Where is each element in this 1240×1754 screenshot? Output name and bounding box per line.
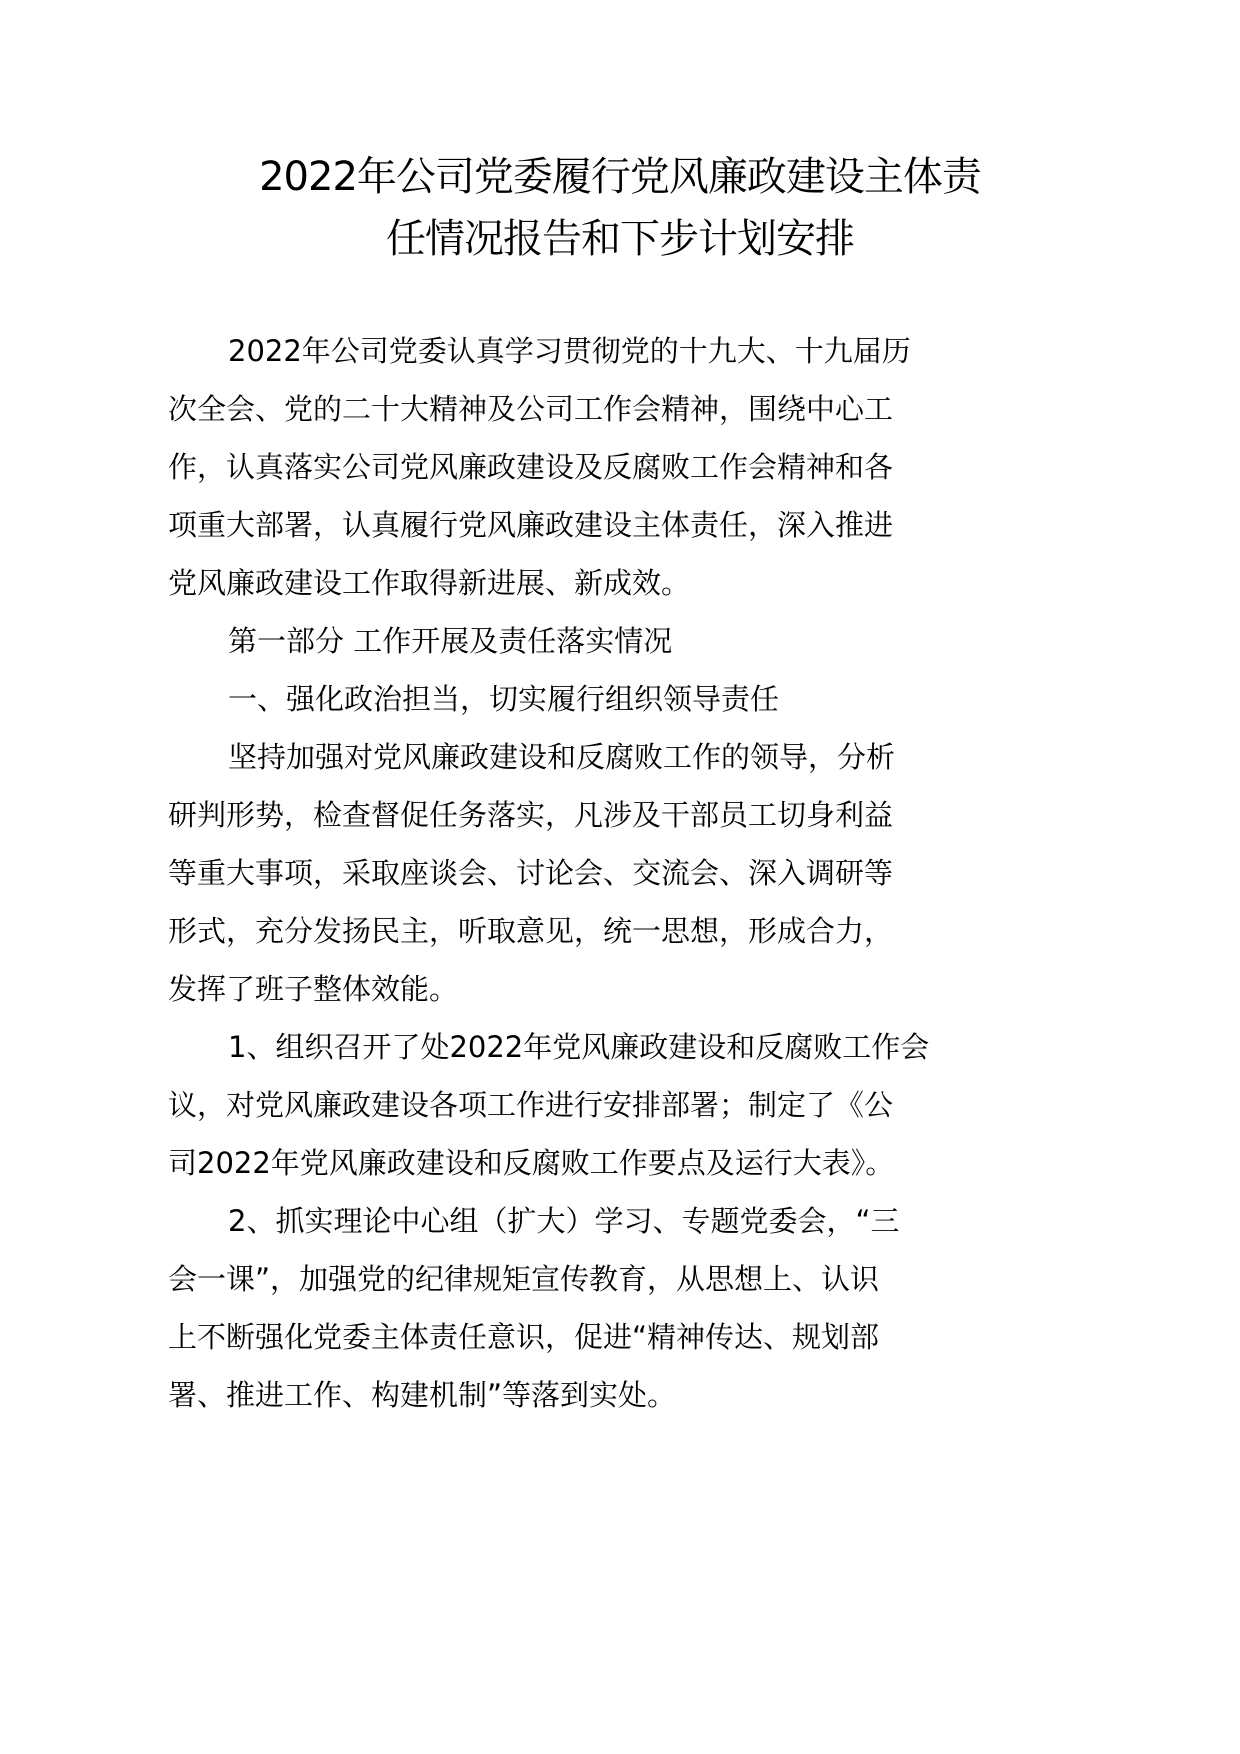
text-line: 署、推进工作、构建机制”等落到实处。 bbox=[168, 1378, 677, 1412]
text-line: 项重大部署，认真履行党风廉政建设主体责任，深入推进 bbox=[168, 508, 894, 542]
text-line: 会一课”，加强党的纪律规矩宣传教育，从思想上、认识 bbox=[168, 1262, 880, 1296]
item-2-paragraph bbox=[168, 1192, 943, 1424]
text-line: 2、抓实理论中心组（扩大）学习、专题党委会，“三 bbox=[228, 1204, 900, 1238]
subsection-heading-text: 一、强化政治担当，切实履行组织领导责任 bbox=[228, 682, 780, 716]
item-1-paragraph bbox=[168, 1018, 943, 1192]
text-line: 司2022年党风廉政建设和反腐败工作要点及运行大表》。 bbox=[168, 1146, 895, 1180]
text-line: 发挥了班子整体效能。 bbox=[168, 972, 459, 1006]
document-title bbox=[150, 146, 1090, 270]
text-line: 研判形势，检查督促任务落实，凡涉及干部员工切身利益 bbox=[168, 798, 894, 832]
text-line: 作，认真落实公司党风廉政建设及反腐败工作会精神和各 bbox=[168, 450, 894, 484]
text-line: 议，对党风廉政建设各项工作进行安排部署；制定了《公 bbox=[168, 1088, 894, 1122]
section-heading bbox=[168, 612, 943, 670]
text-line: 1、组织召开了处2022年党风廉政建设和反腐败工作会 bbox=[228, 1030, 930, 1064]
text-line: 次全会、党的二十大精神及公司工作会精神，围绕中心工 bbox=[168, 392, 894, 426]
text-line: 坚持加强对党风廉政建设和反腐败工作的领导，分析 bbox=[228, 740, 896, 774]
document-body bbox=[168, 322, 943, 1424]
text-line: 2022年公司党委认真学习贯彻党的十九大、十九届历 bbox=[228, 334, 911, 368]
section-heading-text: 第一部分 工作开展及责任落实情况 bbox=[228, 624, 673, 658]
intro-paragraph bbox=[168, 322, 943, 612]
text-line: 等重大事项，采取座谈会、讨论会、交流会、深入调研等 bbox=[168, 856, 894, 890]
text-line: 形式，充分发扬民主，听取意见，统一思想，形成合力， bbox=[168, 914, 894, 948]
subsection-heading bbox=[168, 670, 943, 728]
leadership-paragraph bbox=[168, 728, 943, 1018]
title-line-1: 2022年公司党委履行党风廉政建设主体责 bbox=[259, 154, 981, 200]
text-line: 上不断强化党委主体责任意识，促进“精神传达、规划部 bbox=[168, 1320, 880, 1354]
text-line: 党风廉政建设工作取得新进展、新成效。 bbox=[168, 566, 691, 600]
title-line-2: 任情况报告和下步计划安排 bbox=[386, 216, 854, 262]
